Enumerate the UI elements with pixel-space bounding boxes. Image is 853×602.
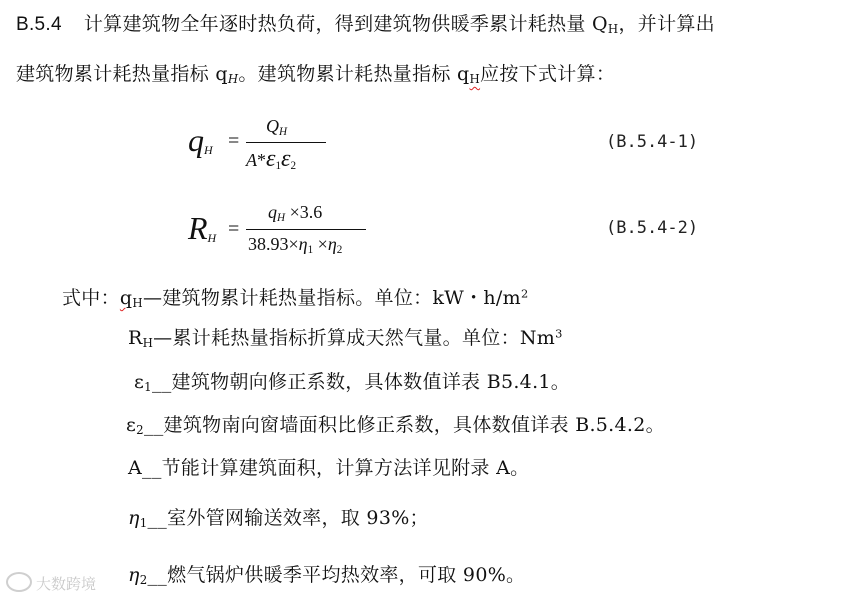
formula2-fraction bbox=[246, 198, 386, 268]
formula-1: $q_H$ = $Q_H$ $A*\varepsilon_1\varepsilon_2$ (B.5.4-1) bbox=[188, 112, 788, 182]
fraction-line bbox=[246, 229, 366, 230]
formula2-numerator: $q_H \times 3.6$ bbox=[268, 202, 323, 224]
definitions-intro: 式中：$q_H—$建筑物累计耗热量指标。单位：kW・$h/m^2$ bbox=[62, 286, 529, 310]
section-line1-text: 计算建筑物全年逐时热负荷，得到建筑物供暖季累计耗热量 Q bbox=[83, 13, 608, 35]
definition-item: $\varepsilon_2\_\_$建筑物南向窗墙面积比修正系数，具体数值详表 B.5.4.2。 bbox=[126, 414, 665, 437]
fraction-line bbox=[246, 142, 326, 143]
formula1-lhs: $q_H$ bbox=[188, 122, 213, 158]
definition-item: $\eta_2\_\_$燃气锅炉供暖季平均热效率，可取 90%。 bbox=[128, 564, 526, 587]
formula1-number: (B.5.4-1) bbox=[606, 132, 699, 152]
formula1-numerator: $Q_H$ bbox=[266, 116, 288, 138]
section-heading-line2: 建筑物累计耗热量指标 $q_H$。建筑物累计耗热量指标 $q_H$应按下式计算： bbox=[16, 63, 616, 86]
watermark: 大数跨境 bbox=[6, 572, 96, 594]
formula-2: $R_H$ = $q_H \times 3.6$ $38.93\times\eta_1 \times\eta_2$ (B.5.4-2) bbox=[188, 198, 788, 268]
definition-item: $\eta_1\_\_$室外管网输送效率，取 93%； bbox=[128, 507, 429, 530]
formula1-denominator: $A*\varepsilon_1\varepsilon_2$ bbox=[246, 146, 297, 172]
definition-item: A__节能计算建筑面积，计算方法详见附录 A。 bbox=[128, 457, 530, 479]
section-heading-line1: B.5.4 计算建筑物全年逐时热负荷，得到建筑物供暖季累计耗热量 $Q_H$，并计算出 bbox=[16, 13, 715, 36]
formula2-number: (B.5.4-2) bbox=[606, 218, 699, 238]
definition-item: $R_H—$累计耗热量指标折算成天然气量。单位：Nm$^3$ bbox=[128, 326, 563, 350]
formula1-fraction bbox=[246, 112, 336, 182]
def-sym: q bbox=[119, 287, 133, 309]
definition-item: $\varepsilon_1\_\_$建筑物朝向修正系数，具体数值详表 B5.4.1。 bbox=[134, 371, 571, 394]
formula2-denominator: $38.93\times\eta_1 \times\eta_2$ bbox=[248, 234, 343, 256]
section-number: B.5.4 bbox=[16, 14, 62, 35]
formula2-lhs: $R_H$ bbox=[188, 210, 217, 246]
watermark-logo-icon bbox=[6, 572, 32, 592]
